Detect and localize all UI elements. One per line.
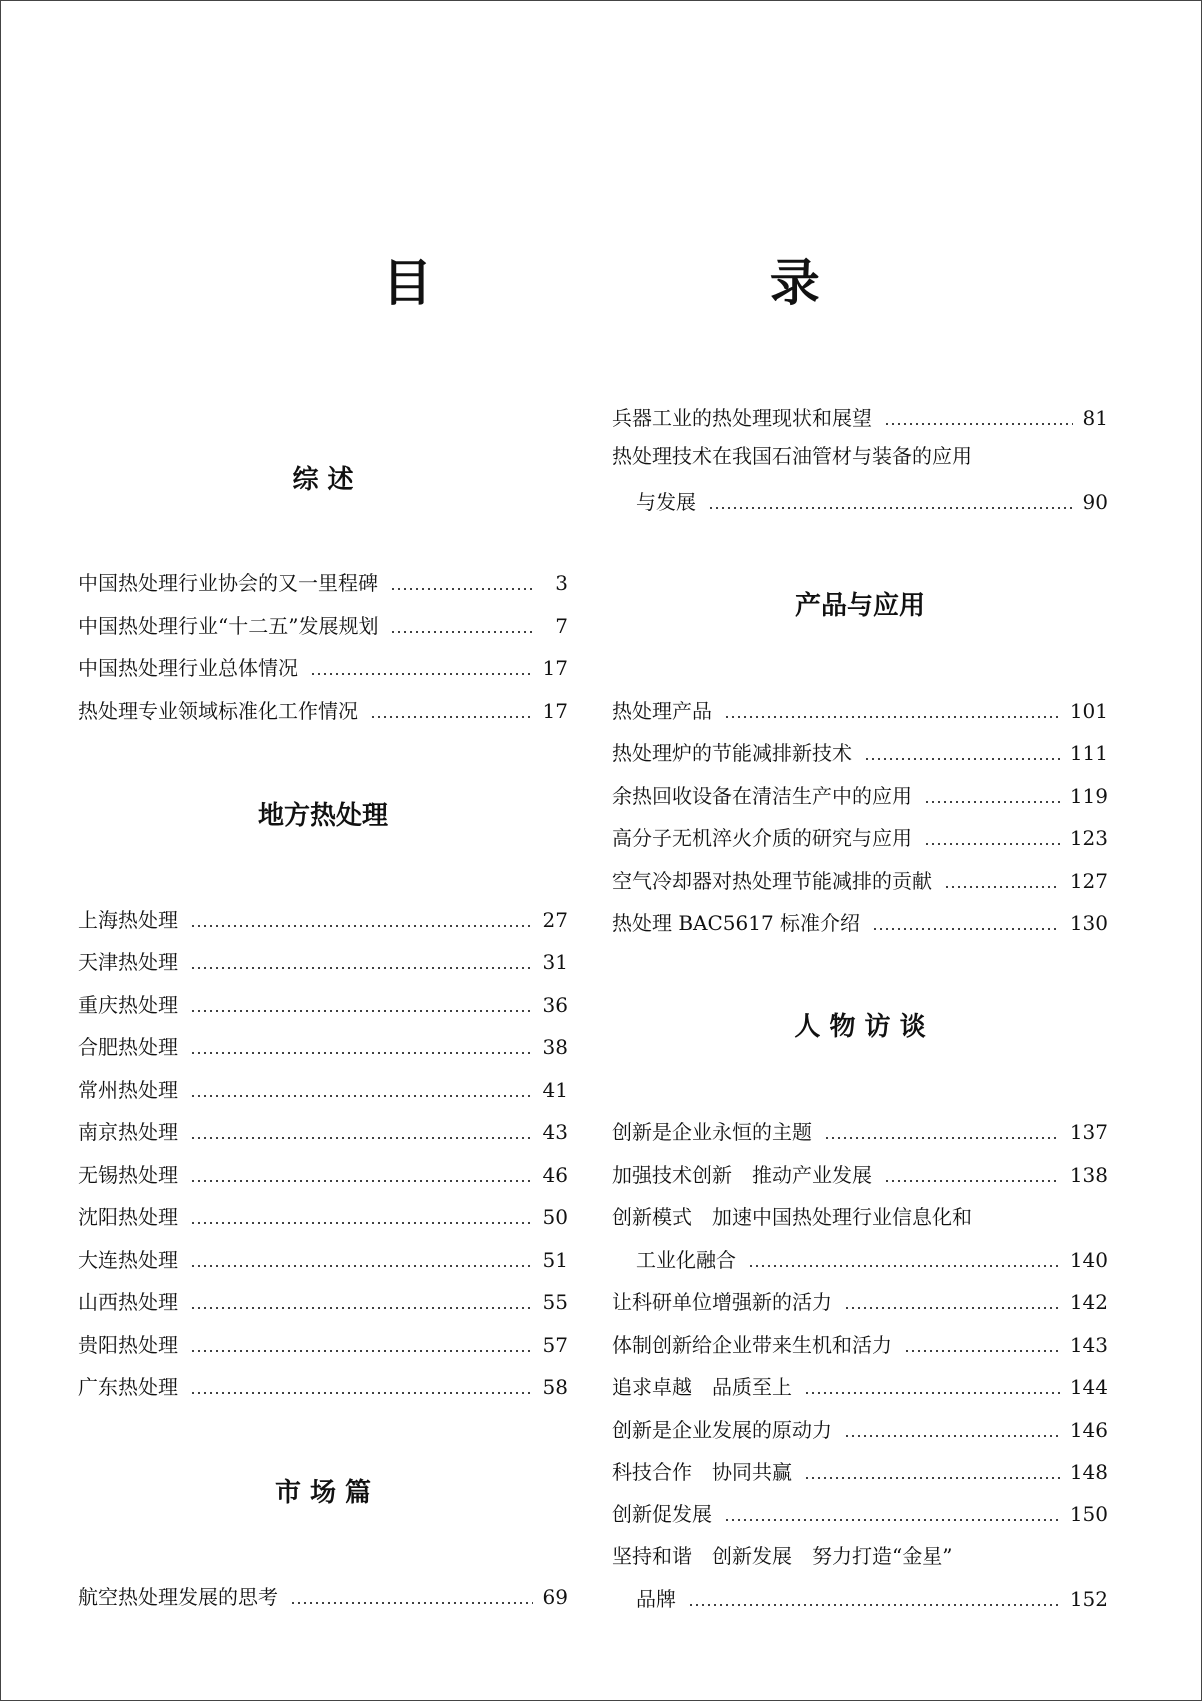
dot-leader [804,1477,1060,1479]
section-title-local: 地方热处理 [257,801,388,831]
toc-entry-title-line1[interactable]: 坚持和谐 创新发展 努力打造“金星” [612,1544,953,1568]
toc-entry-page: 130 [1069,911,1108,935]
toc-entry-title: 天津热处理 [78,950,178,974]
toc-entry-title-line1[interactable]: 创新模式 加速中国热处理行业信息化和 [612,1205,972,1229]
dot-leader [872,928,1060,930]
dot-leader [884,1180,1060,1182]
toc-entry-title: 合肥热处理 [78,1035,178,1059]
toc-entry[interactable] [612,1115,1108,1145]
toc-entry[interactable] [612,864,1108,894]
toc-entry-title: 空气冷却器对热处理节能减排的贡献 [612,869,932,893]
toc-entry-title: 广东热处理 [78,1375,178,1399]
toc-entry-page: 55 [542,1290,568,1314]
dot-leader [724,716,1060,718]
dot-leader [748,1265,1060,1267]
dot-leader [390,588,534,590]
toc-entry-page: 148 [1069,1460,1108,1484]
toc-entry[interactable] [612,485,1108,515]
toc-entry-title: 南京热处理 [78,1120,178,1144]
toc-entry-page: 36 [542,993,568,1017]
page-title: 目 录 [382,254,980,312]
dot-leader [844,1307,1060,1309]
dot-leader [724,1519,1060,1521]
toc-entry-page: 3 [555,571,568,595]
toc-entry-page: 69 [542,1585,568,1609]
toc-entry-title: 中国热处理行业总体情况 [78,656,298,680]
toc-entry-title: 科技合作 协同共赢 [612,1460,792,1484]
toc-entry[interactable] [78,1328,568,1358]
dot-leader [190,967,533,969]
toc-entry-title: 追求卓越 品质至上 [612,1375,792,1399]
dot-leader [924,801,1060,803]
dot-leader [190,1307,533,1309]
toc-entry[interactable] [78,1370,568,1400]
toc-entry-page: 17 [542,699,568,723]
toc-entry[interactable] [78,609,568,639]
toc-entry-title: 重庆热处理 [78,993,178,1017]
toc-entry[interactable] [612,694,1108,724]
toc-entry-title: 热处理产品 [612,699,712,723]
toc-entry-page: 31 [542,950,568,974]
dot-leader [190,1350,533,1352]
toc-entry[interactable] [612,1582,1108,1612]
toc-entry[interactable] [78,1243,568,1273]
toc-entry-page: 152 [1069,1587,1108,1611]
toc-entry-page: 90 [1082,490,1108,514]
toc-entry-title: 中国热处理行业协会的又一里程碑 [78,571,378,595]
toc-entry-title: 贵阳热处理 [78,1333,178,1357]
toc-entry-title: 热处理 BAC5617 标准介绍 [612,911,861,935]
toc-entry-page: 111 [1069,741,1108,765]
toc-entry[interactable] [78,903,568,933]
toc-entry[interactable] [612,1455,1108,1485]
toc-entry[interactable] [78,566,568,596]
toc-entry-page: 144 [1069,1375,1108,1399]
dot-leader [884,423,1073,425]
toc-entry-page: 143 [1069,1333,1108,1357]
toc-entry[interactable] [612,1497,1108,1527]
dot-leader [190,1095,533,1097]
toc-entry-page: 119 [1069,784,1108,808]
toc-entry-page: 123 [1069,826,1108,850]
toc-entry[interactable] [78,945,568,975]
toc-entry[interactable] [612,1328,1108,1358]
dot-leader [804,1392,1060,1394]
toc-entry-title-line2: 品牌 [636,1587,676,1611]
dot-leader [190,1392,533,1394]
dot-leader [190,1052,533,1054]
toc-entry[interactable] [612,1413,1108,1443]
toc-entry[interactable] [78,1073,568,1103]
toc-entry-page: 50 [542,1205,568,1229]
dot-leader [824,1137,1060,1139]
toc-entry[interactable] [78,988,568,1018]
toc-entry-title: 航空热处理发展的思考 [78,1585,278,1609]
toc-entry[interactable] [78,651,568,681]
dot-leader [290,1602,533,1604]
toc-entry-title: 大连热处理 [78,1248,178,1272]
toc-entry-title: 加强技术创新 推动产业发展 [612,1163,872,1187]
toc-entry-page: 46 [542,1163,568,1187]
dot-leader [844,1435,1060,1437]
toc-entry-title: 热处理专业领域标准化工作情况 [78,699,358,723]
section-title-market: 市 场 篇 [274,1478,372,1508]
toc-entry[interactable] [612,736,1108,766]
dot-leader [190,925,533,927]
toc-entry-page: 81 [1082,406,1108,430]
toc-entry-page: 137 [1069,1120,1108,1144]
toc-entry-title: 余热回收设备在清洁生产中的应用 [612,784,912,808]
toc-entry-title: 山西热处理 [78,1290,178,1314]
toc-entry[interactable] [612,779,1108,809]
toc-entry-page: 17 [542,656,568,680]
toc-entry[interactable] [612,1285,1108,1315]
toc-entry-page: 127 [1069,869,1108,893]
toc-entry-title: 沈阳热处理 [78,1205,178,1229]
toc-entry-page: 7 [555,614,568,638]
toc-entry-page: 142 [1069,1290,1108,1314]
toc-entry-title: 兵器工业的热处理现状和展望 [612,406,872,430]
toc-entry[interactable] [612,1370,1108,1400]
dot-leader [370,716,533,718]
toc-entry-page: 43 [542,1120,568,1144]
toc-entry-title: 高分子无机淬火介质的研究与应用 [612,826,912,850]
toc-entry-title: 常州热处理 [78,1078,178,1102]
dot-leader [190,1137,533,1139]
dot-leader [708,507,1073,509]
section-title-overview: 综 述 [292,465,354,495]
toc-entry-title: 让科研单位增强新的活力 [612,1290,832,1314]
toc-entry-title: 中国热处理行业“十二五”发展规划 [78,614,379,638]
toc-entry[interactable] [612,906,1108,936]
toc-entry[interactable] [78,1580,568,1610]
toc-entry-page: 138 [1069,1163,1108,1187]
toc-entry-title: 创新促发展 [612,1502,712,1526]
dot-leader [190,1010,533,1012]
toc-entry-title-line2: 与发展 [636,490,696,514]
toc-entry[interactable] [78,1200,568,1230]
dot-leader [864,758,1060,760]
toc-entry-page: 57 [542,1333,568,1357]
toc-entry-page: 140 [1069,1248,1108,1272]
toc-entry[interactable] [612,1158,1108,1188]
toc-entry-page: 41 [542,1078,568,1102]
toc-entry-title: 创新是企业永恒的主题 [612,1120,812,1144]
toc-entry[interactable] [78,1030,568,1060]
dot-leader [390,631,534,633]
toc-entry-title: 体制创新给企业带来生机和活力 [612,1333,892,1357]
toc-entry[interactable] [612,401,1108,431]
toc-entry-title: 热处理炉的节能减排新技术 [612,741,852,765]
dot-leader [904,1350,1060,1352]
toc-entry-page: 101 [1069,699,1108,723]
dot-leader [688,1604,1060,1606]
toc-entry[interactable] [78,1158,568,1188]
section-title-interviews: 人 物 访 谈 [794,1012,926,1042]
toc-entry-title: 无锡热处理 [78,1163,178,1187]
toc-entry-title-line1[interactable]: 热处理技术在我国石油管材与装备的应用 [612,444,972,468]
dot-leader [190,1265,533,1267]
toc-entry-page: 27 [542,908,568,932]
toc-entry-page: 51 [542,1248,568,1272]
toc-entry-title-line2: 工业化融合 [636,1248,736,1272]
dot-leader [190,1180,533,1182]
toc-entry-page: 58 [542,1375,568,1399]
toc-entry[interactable] [612,1243,1108,1273]
toc-entry-page: 38 [542,1035,568,1059]
toc-entry-title: 创新是企业发展的原动力 [612,1418,832,1442]
toc-entry[interactable] [78,1285,568,1315]
dot-leader [944,886,1060,888]
toc-entry[interactable] [78,694,568,724]
toc-entry[interactable] [78,1115,568,1145]
toc-entry-page: 150 [1069,1502,1108,1526]
toc-entry-page: 146 [1069,1418,1108,1442]
section-title-products: 产品与应用 [794,591,925,621]
dot-leader [310,673,533,675]
toc-entry[interactable] [612,821,1108,851]
dot-leader [190,1222,533,1224]
dot-leader [924,843,1060,845]
toc-entry-title: 上海热处理 [78,908,178,932]
